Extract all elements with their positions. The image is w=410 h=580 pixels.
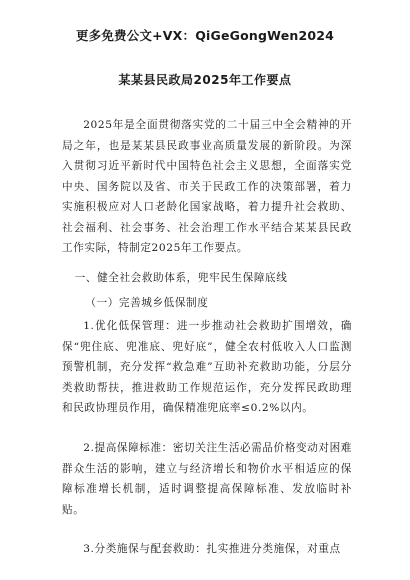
subsection-heading-1: （一）完善城乡低保制度 (85, 297, 209, 309)
intro-paragraph: 2025年是全面贯彻落实党的二十届三中全会精神的开局之年，也是某某县民政事业高质量发展的新阶段。为深入贯彻习近平新时代中国特色社会主义思想，全面落实党中央、国务院以及省、市关于民政工作的决策部署，着力实施积极应对人口老龄化国家战略，着力提升社会救助、社会福利、社会事务、社会治理工作水平结合某某县民政工作实际，特制定2025年工作要点。 (62, 119, 352, 254)
section-heading-1: 一、健全社会救助体系，兜牢民生保障底线 (74, 272, 288, 284)
item-paragraph-2: 2.提高保障标准：密切关注生活必需品价格变动对困难群众生活的影响，建立与经济增长和物价水平相适应的保障标准增长机制，适时调整提高保障标准、发放临时补贴。 (62, 442, 352, 516)
promo-banner: 更多免费公文+VX：QiGeGongWen2024 (75, 28, 335, 43)
item-paragraph-3: 3.分类施保与配套救助：扎实推进分类施保，对重点 (83, 543, 341, 555)
item-paragraph-1: 1.优化低保管理：进一步推动社会救助扩围增效，确保“兜住底、兜准底、兜好底”，健全农村低收入人口监测预警机制，充分发挥“救急难”互助补充救助功能，分层分类救助帮扶，推进救助工作规范运作，充分发挥民政助理和民政协理员作用，确保精准兜底率≤0.2%以内。 (62, 320, 352, 414)
document-title: 某某县民政局2025年工作要点 (118, 73, 292, 87)
